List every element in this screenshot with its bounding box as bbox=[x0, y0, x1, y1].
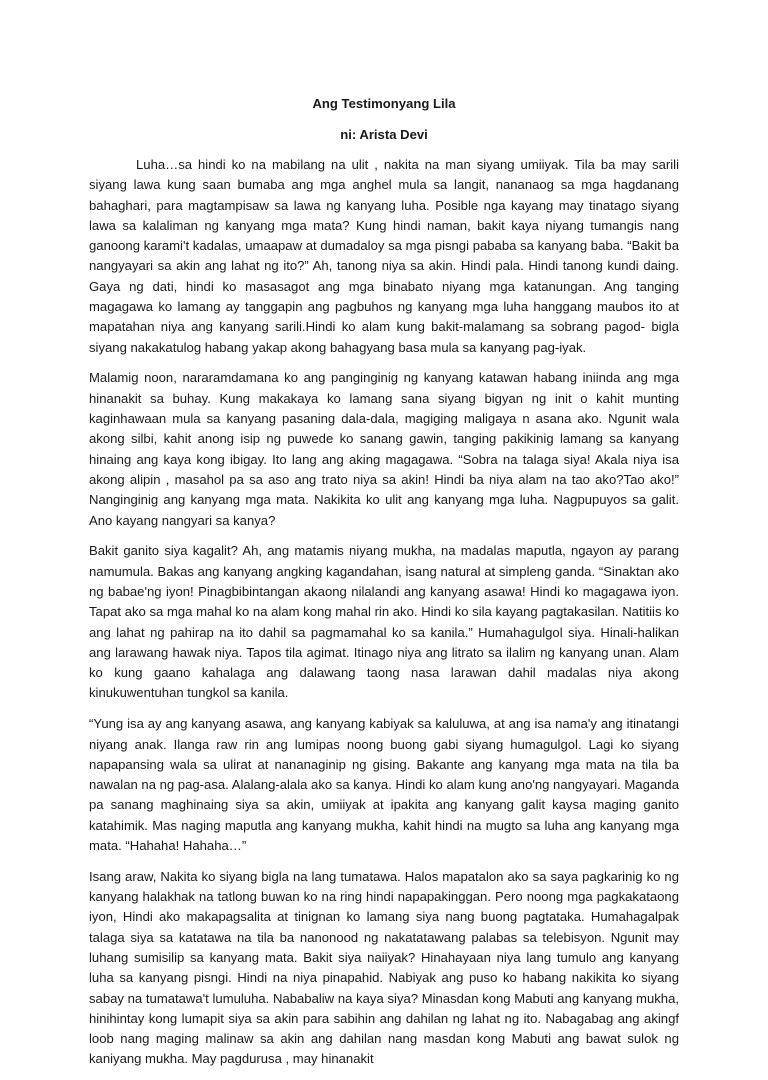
paragraph-4: “Yung isa ay ang kanyang asawa, ang kanyang kabiyak sa kaluluwa, at ang isa nama'y ang itinatangi niyang anak. Ilanga raw rin ang lumipas noong buong gabi siyang humagulgol. Lagi ko siyang napapansing wala sa ulirat at nananaginip ng gising. Bakante ang kanyang mga mata na tila ba nawalan na ng pag-asa. Alalang-alala ako sa kanya. Hindi ko alam kung ano'ng nangyayari. Maganda pa sanang maghinaing siya sa akin, umiiyak at ipakita ang kanyang galit kaysa maging ganito katahimik. Mas naging maputla ang kanyang mukha, kahit hindi na mugto sa luha ang kanyang mga mata. “Hahaha! Hahaha…” bbox=[89, 716, 679, 853]
author-byline: ni: Arista Devi bbox=[340, 127, 428, 142]
paragraph-5: Isang araw, Nakita ko siyang bigla na lang tumatawa. Halos mapatalon ako sa saya pagkarinig ko ng kanyang halakhak na tatlong buwan ko na ring hindi napapakinggan. Pero noong mga pagkakataong iyon, Hindi ako makapagsalita at tinignan ko lamang siya nang buong pagtataka. Humahagalpak talaga siya sa katatawa na tila ba nanonood ng nakatatawang palabas sa telebisyon. Ngunit may luhang sumisilip sa kanyang mata. Bakit siya naiiyak? Hinahayaan niya lang tumulo ang kanyang luha sa kanyang pisngi. Hindi na niya pinapahid. Nabiyak ang puso ko habang nakikita ko siyang sabay na tumatawa't lumuluha. Nababaliw na kaya siya? Minasdan kong Mabuti ang kanyang mukha, hinihintay kong lumapit siya sa akin para sabihin ang dahilan ng lahat ng ito. Nabagabag ang akingf loob nang maging malinaw sa akin ang dahilan nang masdan kong Mabuti ang bawat sulok ng kaniyang mukha. May pagdurusa , may hinanakit bbox=[89, 868, 679, 1067]
document-body bbox=[89, 94, 679, 1080]
paragraph-3: Bakit ganito siya kagalit? Ah, ang matamis niyang mukha, na madalas maputla, ngayon ay parang namumula. Bakas ang kanyang angking kagandahan, isang natural at simpleng ganda. “Sinaktan ako ng babae'ng iyon! Pinagbibintangan akaong nilalandi ang kanyang asawa! Hindi ko magagawa iyon. Tapat ako sa mga mahal ko na alam kong mahal rin ako. Hindi ko sila kayang pagtakasilan. Natitiis ko ang lahat ng pahirap na ito dahil sa pagmamahal ko sa kanila.” Humahagulgol siya. Hinali-halikan ang larawang hawak niya. Tapos tila agimat. Itinago niya ang litrato sa ilalim ng kanyang unan. Alam ko kung gaano kahalaga ang dalawang taong nasa larawan dahil madalas niya akong kinukuwentuhan tungkol sa kanila. bbox=[89, 543, 679, 701]
paragraph-1: Luha…sa hindi ko na mabilang na ulit , nakita na man siyang umiiyak. Tila ba may sarili siyang lawa kung saan bumaba ang mga anghel mula sa langit, nananaog sa mga hagdanang bahaghari, para magtampisaw sa lawa ng kanyang luha. Posible nga kayang may tinatago siyang lawa sa kalaliman ng kanyang mga mata? Kung hindi naman, bakit kaya niyang tumangis nang ganoong karami't kadalas, umaapaw at dumadaloy sa mga pisngi pababa sa kanyang baba. “Bakit ba nangyayari sa akin ang lahat ng ito?” Ah, tanong niya sa akin. Hindi pala. Hindi tanong kundi daing. Gaya ng dati, hindi ko masasagot ang mga binabato niyang mga katanungan. Ang tanging magagawa ko lamang ay tanggapin ang pagbuhos ng kanyang mga luha hanggang maubos ito at mapatahan niya ang kanyang sarili.Hindi ko alam kung bakit-malamang sa sobrang pagod- bigla siyang nakakatulog habang yakap akong bahagyang basa mula sa kanyang pag-iyak. bbox=[89, 157, 679, 355]
document-title: Ang Testimonyang Lila bbox=[312, 96, 456, 111]
paragraph-2: Malamig noon, nararamdamana ko ang panginginig ng kanyang katawan habang iniinda ang mga hinanakit sa buhay. Kung makakaya ko lamang sana siyang bigyan ng init o kahit munting kaginhawaan mula sa kanyang pasaning dala-dala, magiging maligaya n asana ako. Ngunit wala akong silbi, kahit anong isip ng puwede ko sanang gawin, tanging pakikinig lamang sa kanyang hinaing ang kaya kong ibigay. Ito lang ang aking magagawa. “Sobra na talaga siya! Akala niya isa akong alipin , masahol pa sa aso ang trato niya sa akin! Hindi ba niya alam na tao ako?Tao ako!” Nanginginig ang kanyang mga mata. Nakikita ko ulit ang kanyang mga luha. Nagpupuyos sa galit. Ano kayang nangyari sa kanya? bbox=[89, 370, 679, 528]
